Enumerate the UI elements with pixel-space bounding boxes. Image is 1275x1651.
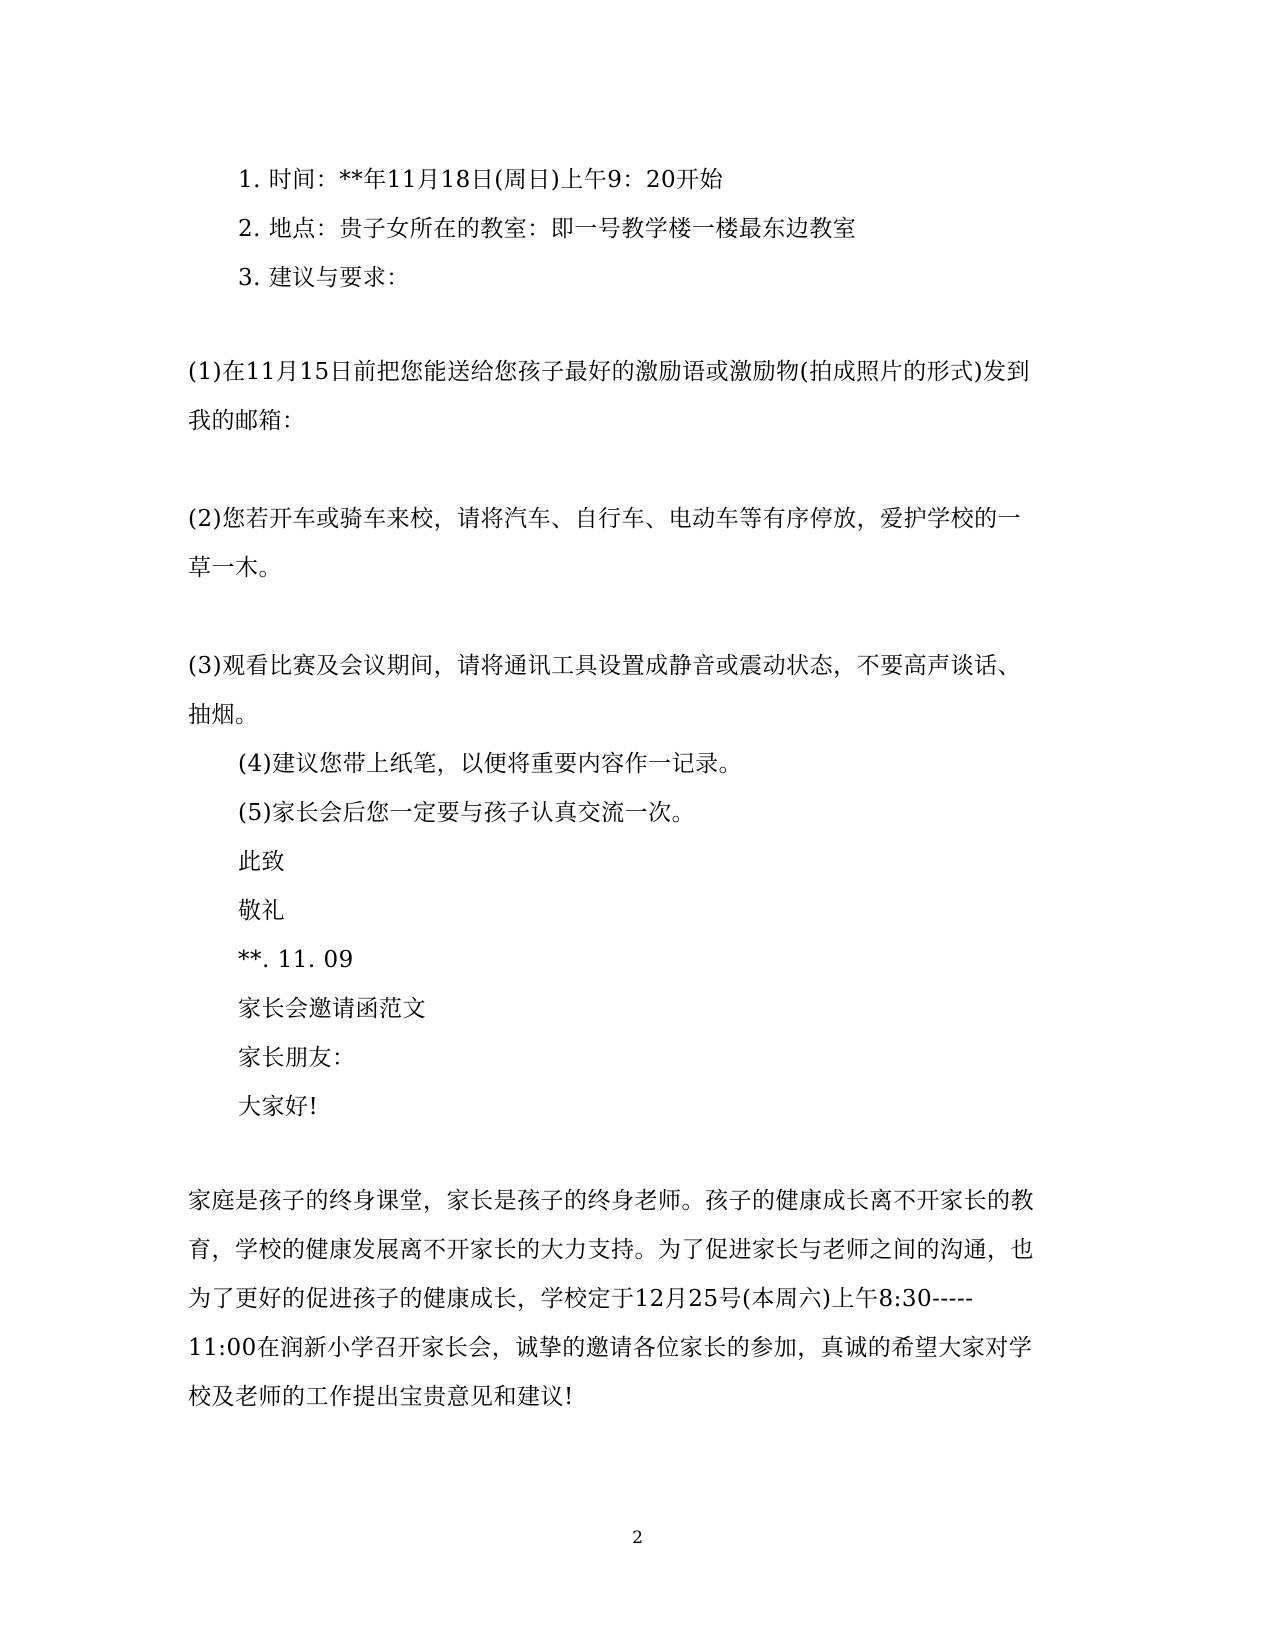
text-line-body-2: 育，学校的健康发展离不开家长的大力支持。为了促进家长与老师之间的沟通，也 <box>188 1237 1034 1263</box>
text-line-item-3a: (3)观看比赛及会议期间，请将通讯工具设置成静音或震动状态，不要高声谈话、 <box>188 653 1022 679</box>
text-line-body-4: 11:00在润新小学召开家长会，诚挚的邀请各位家长的参加，真诚的希望大家对学 <box>188 1335 1033 1361</box>
page-number: 2 <box>632 1528 643 1548</box>
text-line-item-2b: 草一木。 <box>188 555 282 581</box>
text-line-item-2a: (2)您若开车或骑车来校，请将汽车、自行车、电动车等有序停放，爱护学校的一 <box>188 506 1022 532</box>
text-line-date: **. 11. 09 <box>238 947 354 973</box>
text-line-body-5: 校及老师的工作提出宝贵意见和建议! <box>188 1384 574 1410</box>
section-title: 家长会邀请函范文 <box>238 996 426 1022</box>
text-line-item-3b: 抽烟。 <box>188 702 259 728</box>
text-line-item-1a: (1)在11月15日前把您能送给您孩子最好的激励语或激励物(拍成照片的形式)发到 <box>188 359 1031 385</box>
text-line-body-3: 为了更好的促进孩子的健康成长，学校定于12月25号(本周六)上午8:30----- <box>188 1286 974 1312</box>
text-line-hello: 大家好! <box>238 1094 319 1120</box>
text-line-requirements: 3. 建议与要求： <box>238 265 410 291</box>
text-line-salute: 敬礼 <box>238 898 285 924</box>
text-line-closing: 此致 <box>238 849 285 875</box>
text-line-time: 1. 时间：**年11月18日(周日)上午9：20开始 <box>238 167 724 193</box>
text-line-body-1: 家庭是孩子的终身课堂，家长是孩子的终身老师。孩子的健康成长离不开家长的教 <box>188 1188 1034 1214</box>
text-line-location: 2. 地点：贵子女所在的教室：即一号教学楼一楼最东边教室 <box>238 216 857 242</box>
text-line-item-1b: 我的邮箱： <box>188 408 306 434</box>
text-line-item-5: (5)家长会后您一定要与孩子认真交流一次。 <box>238 800 696 826</box>
text-line-item-4: (4)建议您带上纸笔，以便将重要内容作一记录。 <box>238 751 743 777</box>
text-line-greeting: 家长朋友： <box>238 1045 356 1071</box>
